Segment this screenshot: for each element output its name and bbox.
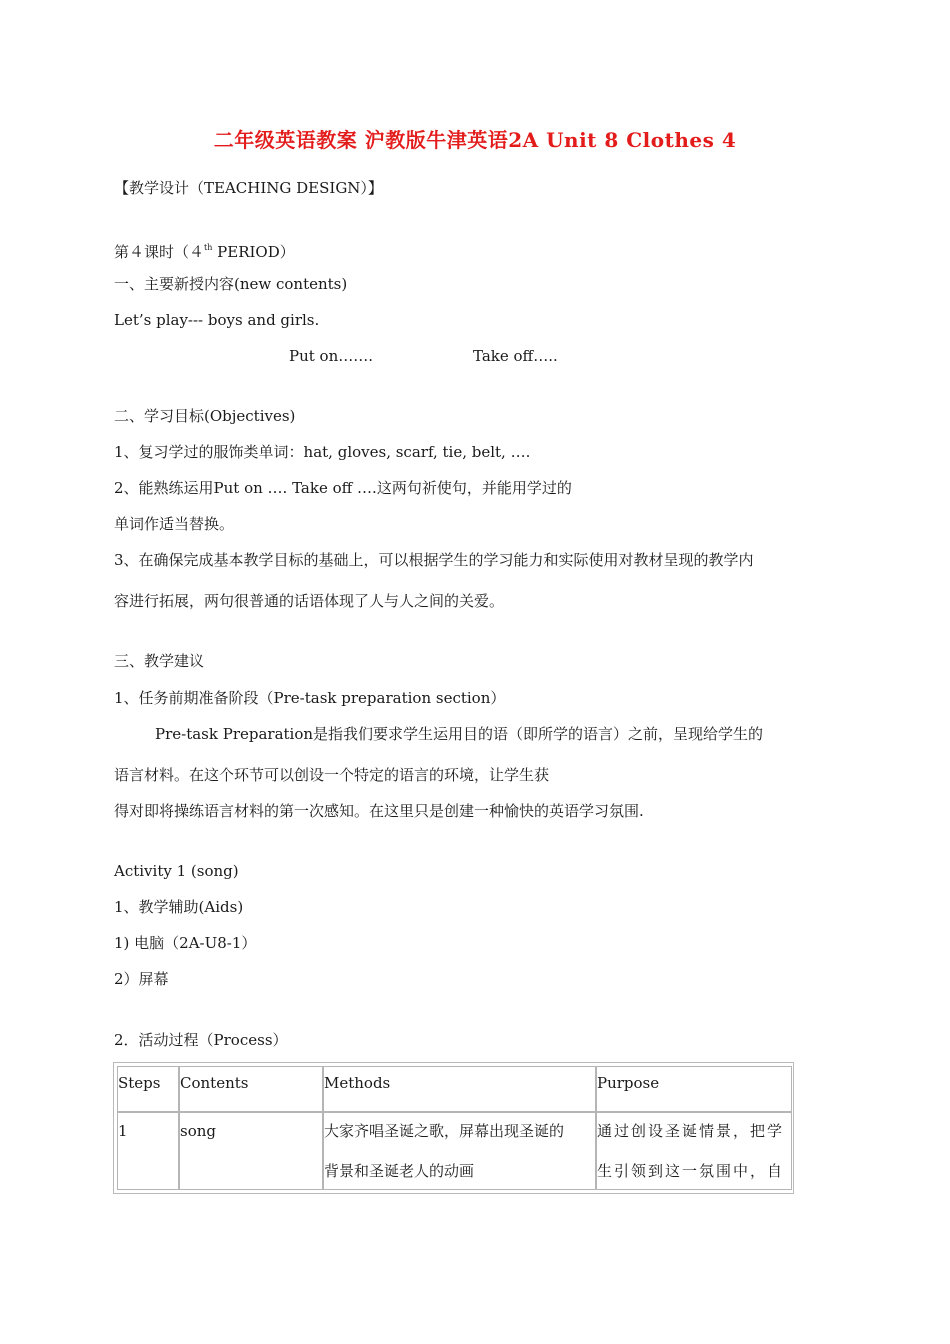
header-purpose: Purpose xyxy=(596,1066,792,1112)
pretask-paragraph-line-1: Pre-task Preparation是指我们要求学生运用目的语（即所学的语言）之前，呈现给学生的 xyxy=(155,725,764,743)
method-line-2: 背景和圣诞老人的动画 xyxy=(324,1162,475,1180)
process-heading: 2．活动过程（Process） xyxy=(114,1031,288,1049)
put-on-phrase: Put on……. xyxy=(289,347,374,365)
method-line-1: 大家齐唱圣诞之歌，屏幕出现圣诞的 xyxy=(324,1122,565,1140)
activity-heading: Activity 1 (song) xyxy=(114,862,239,880)
objective-2-continued: 单词作适当替换。 xyxy=(114,515,235,533)
table-header-row xyxy=(117,1066,792,1112)
lets-play-line: Let’s play--- boys and girls. xyxy=(114,311,320,329)
objective-2: 2、能熟练运用Put on …. Take off ….这两句祈使句，并能用学过的 xyxy=(114,479,572,497)
cell-method xyxy=(323,1112,596,1190)
section3-heading: 三、教学建议 xyxy=(114,652,205,670)
header-contents: Contents xyxy=(179,1066,323,1112)
aid-item-1: 1) 电脑（2A-U8-1） xyxy=(114,934,257,952)
objective-1: 1、复习学过的服饰类单词：hat, gloves, scarf, tie, belt, …. xyxy=(114,443,531,461)
aids-heading: 1、教学辅助(Aids) xyxy=(114,898,244,916)
period-prefix: 第４课时（４ xyxy=(114,243,205,261)
cell-step: 1 xyxy=(117,1112,179,1190)
period-superscript: th xyxy=(204,243,213,252)
document-title: 二年级英语教案 沪教版牛津英语2A Unit 8 Clothes 4 xyxy=(213,128,737,152)
cell-content: song xyxy=(179,1112,323,1190)
section2-heading: 二、学习目标(Objectives) xyxy=(114,407,296,425)
table-row xyxy=(117,1112,792,1190)
objective-3-line-2: 容进行拓展，两句很普通的话语体现了人与人之间的关爱。 xyxy=(114,592,505,610)
pretask-paragraph-line-2: 语言材料。在这个环节可以创设一个特定的语言的环境，让学生获 xyxy=(114,766,550,784)
process-table xyxy=(113,1062,794,1194)
header-steps: Steps xyxy=(117,1066,179,1112)
design-heading: 【教学设计（TEACHING DESIGN）】 xyxy=(114,179,383,197)
objective-3-line-1: 3、在确保完成基本教学目标的基础上，可以根据学生的学习能力和实际使用对教材呈现的教学内 xyxy=(114,551,754,569)
period-suffix: PERIOD） xyxy=(212,243,295,261)
purpose-line-2: 生引领到这一氛围中，自 xyxy=(597,1162,785,1180)
process-table-grid xyxy=(117,1066,792,1190)
purpose-line-1: 通过创设圣诞情景，把学 xyxy=(597,1122,785,1140)
pretask-heading: 1、任务前期准备阶段（Pre-task preparation section） xyxy=(114,689,506,707)
period-line xyxy=(114,238,295,262)
cell-purpose xyxy=(596,1112,792,1190)
aid-item-2: 2）屏幕 xyxy=(114,970,169,988)
pretask-paragraph-line-3: 得对即将操练语言材料的第一次感知。在这里只是创建一种愉快的英语学习氛围. xyxy=(114,802,644,820)
section1-heading: 一、主要新授内容(new contents) xyxy=(114,275,348,293)
header-methods: Methods xyxy=(323,1066,596,1112)
take-off-phrase: Take off….. xyxy=(473,347,558,365)
